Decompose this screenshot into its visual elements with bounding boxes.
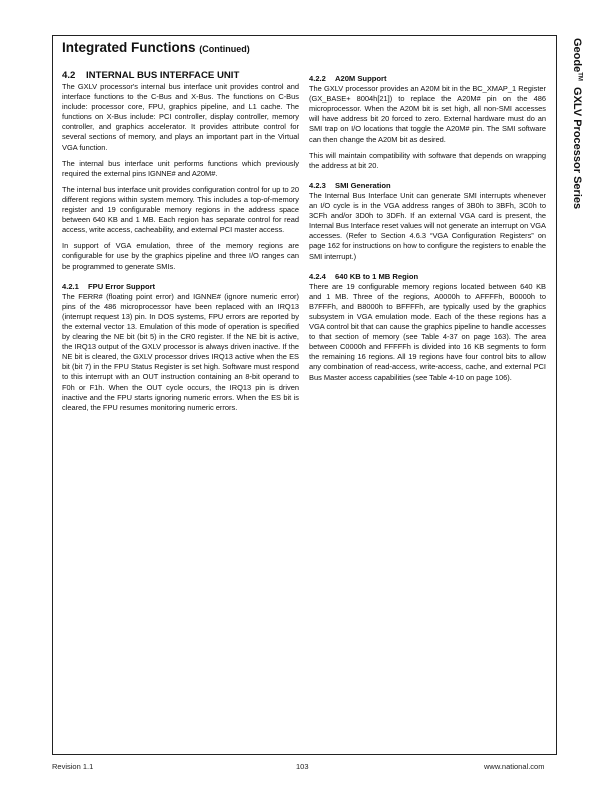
- subsection-heading: [309, 181, 546, 191]
- subsection-title: 640 KB to 1 MB Region: [335, 271, 419, 281]
- page-title: [62, 40, 250, 55]
- subsection-heading: [309, 74, 546, 84]
- left-column: [62, 70, 299, 419]
- side-brand: Geode: [571, 38, 583, 73]
- paragraph: The GXLV processor's internal bus interface unit provides control and interface functions to the C-Bus and X-Bus. The functions on C-Bus include: processor core, FPU, graphics pipeline, and L1 cache. The functions on X-Bus include: PCI controller, display controller, memory controller, and graphics accelerator. It provides attribute control for several sections of memory, and plays an important part in the Virtual VGA function.: [62, 82, 299, 152]
- section-heading: [62, 70, 299, 81]
- subsection-number: 4.2.4: [309, 271, 326, 281]
- title-suffix: (Continued): [199, 44, 250, 54]
- subsection-number: 4.2.1: [62, 281, 79, 291]
- right-column: [309, 74, 546, 389]
- section-number: 4.2: [62, 70, 76, 81]
- paragraph: There are 19 configurable memory regions located between 640 KB and 1 MB. Three of the regions, A0000h to AFFFFh, B0000h to B7FFFh, and B8000h to BFFFFh, are typically used by the graphics subsystem in VGA emulation mode. Each of the these regions has a VGA control bit that can cause the graphics pipeline to handle accesses to that section of memory (see Table 4-37 on page 163). The area between C0000h and FFFFFh is divided into 16 KB segments to form the remaining 16 regions. All 19 regions have four control bits to allow any combination of read-access, write-access, cache, and external PCI Bus Master access capabilities (see Table 4-10 on page 106).: [309, 281, 546, 382]
- side-title: [571, 38, 583, 209]
- side-rest: GXLV Processor Series: [571, 87, 583, 210]
- paragraph: This will maintain compatibility with software that depends on wrapping the address at bit 20.: [309, 150, 546, 170]
- paragraph: The FERR# (floating point error) and IGNNE# (ignore numeric error) pins of the 486 microprocessor have been replaced with an IRQ13 (interrupt request 13) pin. In DOS systems, FPU errors are reported by the external vector 13. Emulation of this mode of operation is specified by clearing the NE bit (bit 5) in the CR0 register. If the NE bit is active, the IRQ13 output of the GXLV processor is always driven inactive. If the NE bit is cleared, the GXLV processor drives IRQ13 active when the ES bit (bit 7) in the FPU Status Register is set high. Software must respond to this interrupt with an OUT instruction containing an 8-bit operand to F0h or F1h. When the OUT cycle occurs, the IRQ13 pin is driven inactive and the FPU starts ignoring numeric errors. When the ES bit is cleared, the FPU resumes monitoring numeric errors.: [62, 291, 299, 412]
- subsection-number: 4.2.3: [309, 180, 326, 190]
- subsection-title: FPU Error Support: [88, 281, 156, 291]
- paragraph: In support of VGA emulation, three of the memory regions are configurable for use by the graphics pipeline and three I/O ranges can be programmed to generate SMIs.: [62, 241, 299, 271]
- subsection-number: 4.2.2: [309, 74, 326, 83]
- section-title: INTERNAL BUS INTERFACE UNIT: [86, 70, 240, 81]
- paragraph: The Internal Bus Interface Unit can generate SMI interrupts whenever an I/O cycle is in the VGA address ranges of 3B0h to 3BFh, 3C0h to 3CFh and/or 3D0h to 3DFh. If an external VGA card is present, the Internal Bus Interface reset values will not generate an interrupt on VGA accesses. (Refer to Section 4.6.3 “VGA Configuration Registers” on page 162 for instructions on how to configure the registers to enable the SMI interrupt.): [309, 190, 546, 261]
- subsection-title: A20M Support: [335, 74, 387, 83]
- side-tm: TM: [576, 72, 583, 81]
- footer-revision: Revision 1.1: [52, 762, 94, 771]
- paragraph: The GXLV processor provides an A20M bit in the BC_XMAP_1 Register (GX_BASE+ 8004h[21]) to replace the A20M# pin on the 486 microprocessor. When the A20M bit is set high, all non-SMI accesses will have address bit 20 forced to zero. External hardware must do an SMI trap on I/O locations that toggle the A20M# pin. The SMI software can then change the A20M bit as desired.: [309, 84, 546, 144]
- subsection-heading: [309, 272, 546, 282]
- footer-page-number: 103: [296, 762, 309, 771]
- title-text: Integrated Functions: [62, 40, 196, 55]
- footer-url[interactable]: www.national.com: [484, 762, 545, 771]
- subsection-title: SMI Generation: [335, 180, 391, 190]
- paragraph: The internal bus interface unit performs functions which previously required the external pins IGNNE# and A20M#.: [62, 158, 299, 178]
- paragraph: The internal bus interface unit provides configuration control for up to 20 different regions within system memory. This includes a top-of-memory register and 19 configurable memory regions in the address space between 640 KB and 1 MB. Each region has separate control for read access, write access, cacheability, and external PCI master access.: [62, 184, 299, 235]
- subsection-heading: [62, 282, 299, 292]
